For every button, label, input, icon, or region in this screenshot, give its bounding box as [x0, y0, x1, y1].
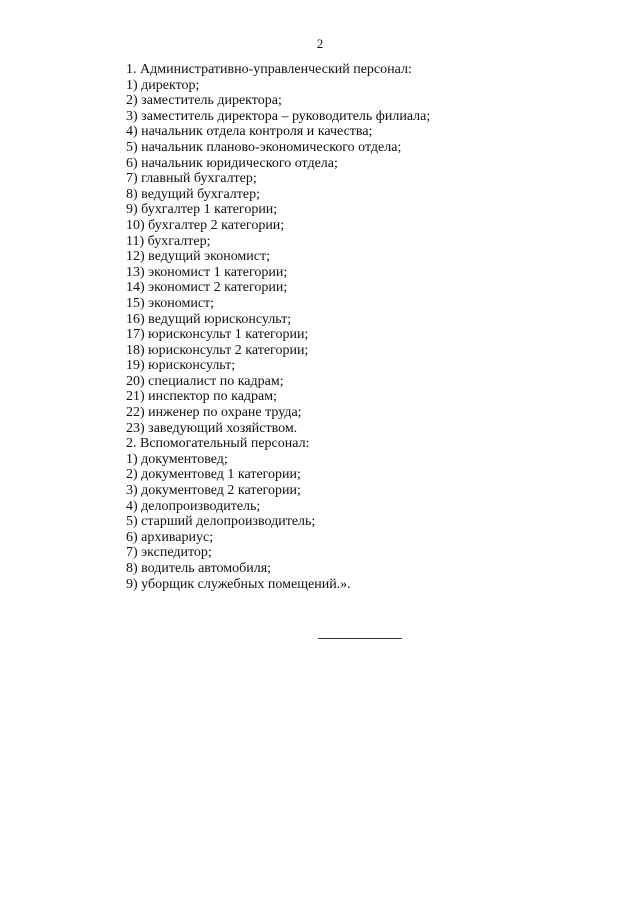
- list-item: 10) бухгалтер 2 категории;: [126, 217, 285, 233]
- list-item: 23) заведующий хозяйством.: [126, 420, 298, 436]
- section-1-heading: 1. Административно-управленческий персонал:: [126, 62, 412, 77]
- list-item: 9) уборщик служебных помещений.».: [126, 576, 351, 592]
- list-item: 1) директор;: [126, 77, 200, 93]
- list-item: 11) бухгалтер;: [126, 233, 211, 249]
- document-body: [126, 62, 596, 592]
- list-item: 5) начальник планово-экономического отдела;: [126, 139, 402, 155]
- list-item: 12) ведущий экономист;: [126, 249, 271, 265]
- page-number: 2: [316, 36, 324, 51]
- list-item: 13) экономист 1 категории;: [126, 264, 288, 280]
- list-item: 17) юрисконсульт 1 категории;: [126, 327, 309, 343]
- list-item: 22) инженер по охране труда;: [126, 405, 302, 421]
- list-item: 15) экономист;: [126, 295, 215, 311]
- list-item: 6) архивариус;: [126, 529, 214, 545]
- list-item: 20) специалист по кадрам;: [126, 373, 284, 389]
- footer-divider: [318, 638, 402, 639]
- list-item: 6) начальник юридического отдела;: [126, 155, 338, 171]
- section-2-heading: 2. Вспомогательный персонал:: [126, 436, 310, 452]
- list-item: 19) юрисконсульт;: [126, 358, 236, 374]
- list-item: 18) юрисконсульт 2 категории;: [126, 342, 309, 358]
- list-item: 8) водитель автомобиля;: [126, 561, 272, 576]
- list-item: 14) экономист 2 категории;: [126, 280, 288, 296]
- list-item: 3) заместитель директора – руководитель филиала;: [126, 108, 431, 124]
- list-item: 21) инспектор по кадрам;: [126, 389, 277, 405]
- list-item: 16) ведущий юрисконсульт;: [126, 311, 292, 327]
- list-item: 2) документовед 1 категории;: [126, 467, 301, 483]
- list-item: 8) ведущий бухгалтер;: [126, 186, 260, 202]
- list-item: 5) старший делопроизводитель;: [126, 514, 316, 530]
- list-item: 9) бухгалтер 1 категории;: [126, 202, 278, 218]
- list-item: 7) главный бухгалтер;: [126, 171, 257, 187]
- list-item: 2) заместитель директора;: [126, 93, 282, 109]
- list-item: 4) делопроизводитель;: [126, 498, 261, 514]
- list-item: 3) документовед 2 категории;: [126, 483, 301, 499]
- list-item: 4) начальник отдела контроля и качества;: [126, 124, 373, 140]
- list-item: 7) экспедитор;: [126, 545, 212, 561]
- list-item: 1) документовед;: [126, 451, 228, 467]
